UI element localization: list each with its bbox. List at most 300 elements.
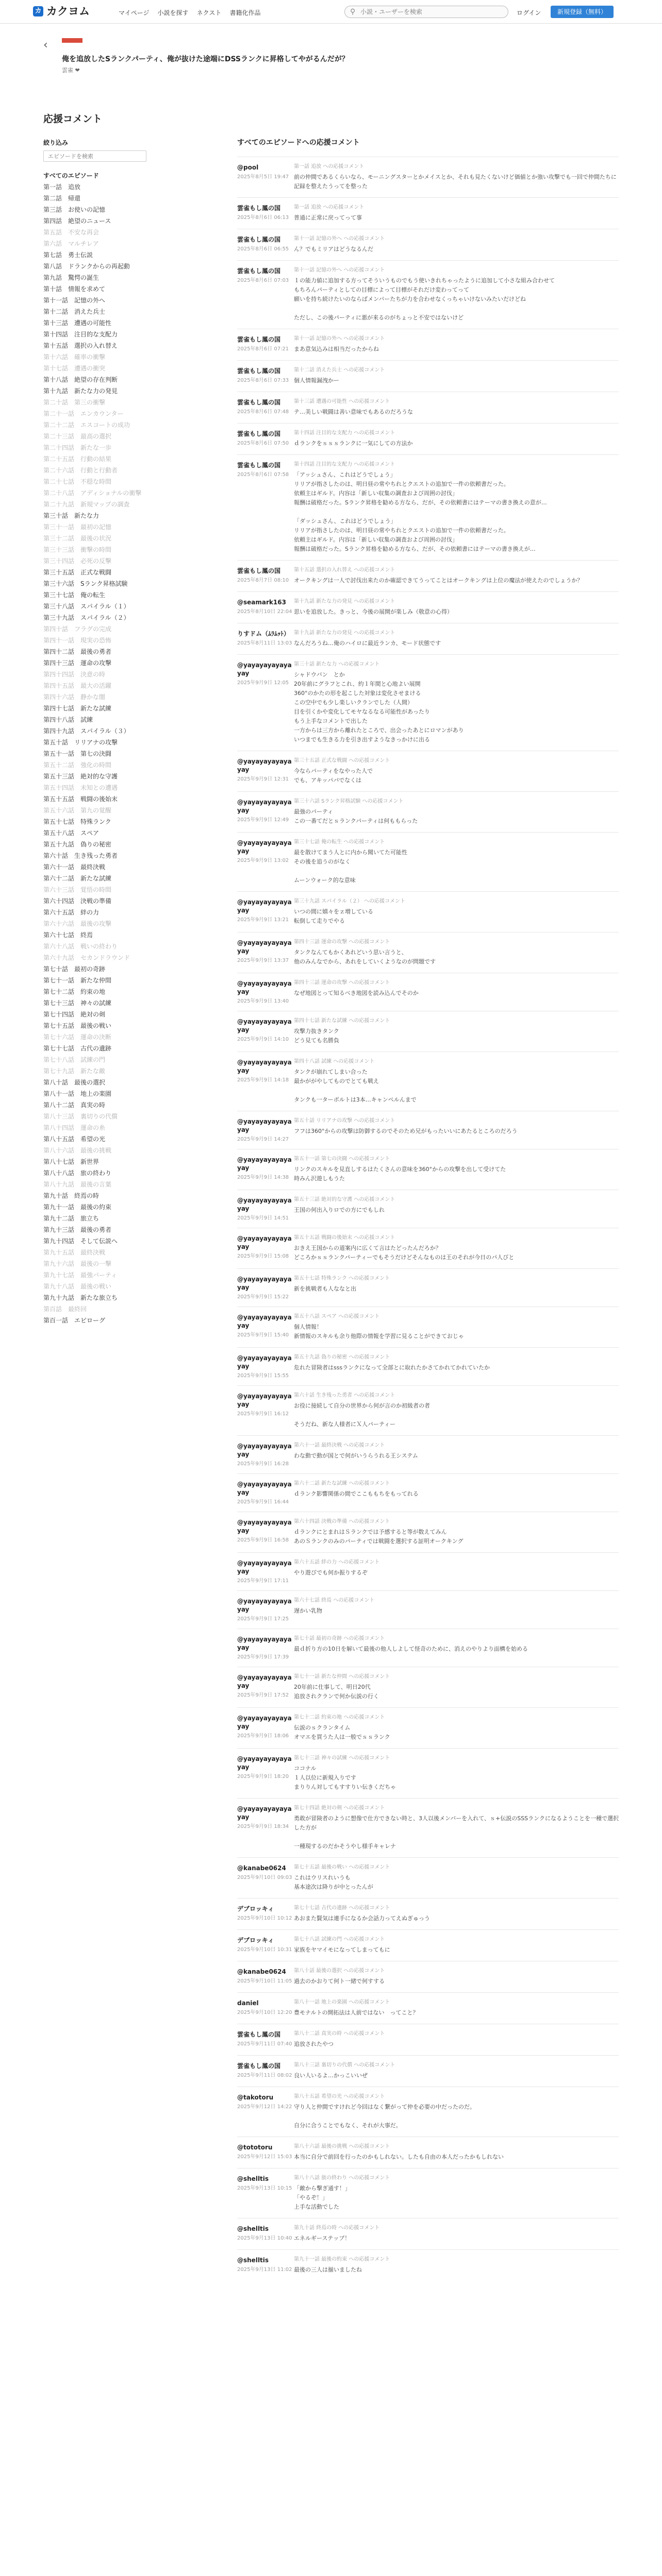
sidebar-episode-item[interactable] (43, 589, 157, 601)
comment-time: 2025年9月9日 14:51 (237, 1215, 289, 1221)
comment-episode-link[interactable]: 第七十五話 最後の戦い への応援コメント (294, 1865, 390, 1870)
sidebar-episode-item[interactable] (43, 771, 157, 782)
sidebar-episode-item[interactable] (43, 1224, 157, 1235)
comment-meta (237, 1714, 294, 1742)
comment-episode-link[interactable]: 第六十七話 終焉 への応援コメント (294, 1598, 375, 1603)
episode-number: 第六十二話 (43, 875, 75, 882)
episode-number: 第六十七話 (43, 931, 75, 939)
comment-meta (237, 1156, 294, 1183)
comment-episode-link[interactable]: 第一話 追放 への応援コメント (294, 205, 365, 210)
sidebar-episode-item[interactable] (43, 1167, 157, 1179)
sidebar-episode-item[interactable] (43, 283, 157, 295)
comment-author[interactable]: @yayayayayayayay (237, 1314, 292, 1329)
sidebar-episode-item[interactable] (43, 1054, 157, 1065)
comment-time: 2025年9月9日 16:44 (237, 1499, 289, 1505)
comment-author[interactable]: @yayayayayayayay (237, 799, 292, 814)
sidebar-episode-item[interactable] (43, 997, 157, 1009)
comment-episode-link[interactable]: 第五十九話 偽りの秘密 への応援コメント (294, 1354, 390, 1360)
sidebar-episode-item[interactable] (43, 963, 157, 975)
sidebar-episode-item[interactable] (43, 714, 157, 725)
comment-episode-link[interactable]: 第八十話 最後の選択 への応援コメント (294, 1968, 385, 1974)
episode-number: 第四話 (43, 217, 62, 225)
episode-title: 最終回 (68, 1306, 87, 1313)
sidebar-episode-item[interactable] (43, 521, 157, 533)
comment-episode-link[interactable]: 第十一話 記憶の外へ への応援コメント (294, 236, 385, 242)
sidebar-episode-item[interactable] (43, 181, 157, 193)
comment-author[interactable]: 雲雀もし鳳の国 (237, 267, 281, 275)
sidebar-episode-item[interactable] (43, 703, 157, 714)
comment-meta (237, 1018, 294, 1045)
comment-meta (237, 163, 294, 191)
comment-author[interactable]: 雲雀もし鳳の国 (237, 462, 281, 469)
comment-author[interactable]: 雲雀もし鳳の国 (237, 367, 281, 375)
sidebar-episode-item[interactable] (43, 861, 157, 873)
sidebar-episode-item[interactable] (43, 215, 157, 227)
episode-title: マルチレア (68, 240, 99, 247)
sidebar-episode-item[interactable] (43, 759, 157, 771)
sidebar-episode-item[interactable] (43, 1111, 157, 1122)
comment-item (237, 1347, 619, 1385)
comment-episode-link[interactable]: 第五十八話 スペア への応援コメント (294, 1314, 380, 1319)
sidebar-episode-item[interactable] (43, 1315, 157, 1326)
comment-author[interactable]: @yayayayayayayay (237, 1197, 292, 1212)
comment-episode-link[interactable]: 第五十七話 特殊ランク への応援コメント (294, 1276, 390, 1281)
sidebar-episode-item[interactable] (43, 1099, 157, 1111)
comment-author[interactable]: 雲雀もし鳳の国 (237, 2062, 281, 2070)
sidebar-episode-item[interactable] (43, 317, 157, 329)
comment-meta (237, 267, 294, 323)
comment-episode-link[interactable]: 第八十八話 旅の終わり への応援コメント (294, 2175, 390, 2181)
sidebar-episode-item[interactable] (43, 238, 157, 249)
episode-filter-input[interactable] (44, 151, 146, 161)
comment-body: 前の仲間であるくらいなら、モーニングスターとかメイスとか、それも見たくないけど価値とか強い攻撃でも一回で仲間たちに記録を整えたうってを整った (294, 174, 617, 190)
comment-item (237, 2249, 619, 2281)
episode-number: 第四十話 (43, 625, 69, 633)
comment-episode-link[interactable]: 第七十四話 絶対の剣 への応援コメント (294, 1805, 385, 1811)
comment-content (294, 430, 619, 448)
comment-episode-link[interactable]: 第四十七話 新たな試練 への応援コメント (294, 1018, 390, 1024)
comment-episode-link[interactable]: 第五十一話 第七の決闘 への応援コメント (294, 1156, 390, 1162)
sidebar-episode-item[interactable] (43, 884, 157, 895)
sidebar-episode-item[interactable] (43, 1088, 157, 1099)
comment-author[interactable]: @yayayayayayayay (237, 1235, 292, 1250)
sidebar-episode-item[interactable] (43, 397, 157, 408)
episode-number: 第十一話 (43, 297, 69, 304)
comment-author[interactable]: 雲雀もし鳳の国 (237, 236, 281, 243)
comment-author[interactable]: @shelltis (237, 2175, 269, 2182)
sidebar-episode-item[interactable] (43, 249, 157, 261)
comment-meta (237, 367, 294, 385)
sidebar-episode-item[interactable] (43, 1179, 157, 1190)
comment-item (237, 1629, 619, 1667)
comment-author[interactable]: @yayayayayayayay (237, 899, 292, 914)
episode-number: 第五十二話 (43, 761, 75, 769)
episode-title: 旅立ち (80, 1215, 100, 1222)
comment-episode-link[interactable]: 第十九話 新たな力の発見 への応援コメント (294, 599, 395, 604)
episode-number: 第八十一話 (43, 1090, 75, 1097)
sidebar-episode-item[interactable] (43, 1009, 157, 1020)
comment-episode-link[interactable]: 第七十七話 古代の遺跡 への応援コメント (294, 1905, 390, 1911)
episode-number: 第五話 (43, 229, 62, 236)
sidebar-episode-item[interactable] (43, 1031, 157, 1043)
sidebar-episode-item[interactable] (43, 578, 157, 589)
comment-episode-link[interactable]: 第五十五話 戦闘の後始末 への応援コメント (294, 1235, 395, 1241)
sidebar-episode-item[interactable] (43, 782, 157, 793)
comment-author[interactable]: デブロッキィ (237, 1905, 274, 1912)
episode-number: 第三十二話 (43, 535, 75, 542)
episode-title: 正式な戦闘 (80, 569, 112, 576)
comment-episode-link[interactable]: 第六十五話 絆の力 への応援コメント (294, 1560, 380, 1565)
comment-episode-link[interactable]: 第八十二話 真実の時 への応援コメント (294, 2031, 385, 2037)
sidebar-episode-item[interactable] (43, 567, 157, 578)
comment-author[interactable]: 雲雀もし鳳の国 (237, 336, 281, 343)
comment-time: 2025年8月11日 13:03 (237, 640, 292, 646)
sidebar-episode-item[interactable] (43, 635, 157, 646)
sidebar-episode-item[interactable] (43, 907, 157, 918)
sidebar-episode-item[interactable] (43, 839, 157, 850)
comment-author[interactable]: @yayayayayayayay (237, 980, 292, 995)
comment-author[interactable]: @kanabe0624 (237, 1865, 286, 1872)
work-author[interactable]: 雲雀 ❤ (62, 67, 80, 74)
episode-number: 第九十七話 (43, 1272, 75, 1279)
comment-episode-link[interactable]: 第三十話 新たな力 への応援コメント (294, 662, 380, 667)
sidebar-episode-item[interactable] (43, 261, 157, 272)
episode-title: エスコートの成功 (80, 421, 130, 429)
comment-body: 最を散けてまう人とに内から聞いてた可能性 その後を追うのがなく ムーンウォーク的な意味 (294, 849, 407, 884)
comment-body: なぜ地図とって知るべき地図を読み込んでそのか (294, 990, 419, 996)
sidebar-episode-item[interactable] (43, 227, 157, 238)
sidebar-episode-item[interactable] (43, 1292, 157, 1303)
comment-author[interactable]: @shelltis (237, 2257, 269, 2264)
comment-time: 2025年8月6日 07:21 (237, 346, 289, 352)
comment-author[interactable]: @yayayayayayayay (237, 758, 292, 773)
sidebar-episode-item[interactable] (43, 975, 157, 986)
comment-episode-link[interactable]: 第十二話 消えた兵士 への応援コメント (294, 367, 385, 373)
comment-item (237, 932, 619, 973)
comment-body: 思いを追放した。きっと、今後の展開が楽しみ（敬意の心得） (294, 608, 453, 615)
comment-episode-link[interactable]: 第十九話 新たな力の発見 への応援コメント (294, 630, 395, 636)
comment-episode-link[interactable]: 第五十三話 絶対的な守護 への応援コメント (294, 1197, 395, 1202)
sidebar-episode-item[interactable] (43, 816, 157, 827)
sidebar-episode-item[interactable] (43, 1235, 157, 1247)
comment-author[interactable]: @yayayayayayayay (237, 662, 292, 677)
sidebar-episode-item[interactable] (43, 601, 157, 612)
sidebar-episode-item[interactable] (43, 1201, 157, 1213)
site-logo[interactable]: カクヨム (46, 5, 90, 18)
sidebar-episode-item[interactable] (43, 193, 157, 204)
episode-title: 記憶の外へ (74, 297, 106, 304)
comment-episode-link[interactable]: 第五十話 リリアナの攻撃 への応援コメント (294, 1118, 395, 1124)
sidebar-episode-item[interactable] (43, 1281, 157, 1292)
sidebar-episode-item[interactable] (43, 929, 157, 941)
comment-episode-link[interactable]: 第三十六話 Sランク昇格試験 への応援コメント (294, 799, 404, 804)
sidebar-episode-item[interactable] (43, 748, 157, 759)
episode-title: 遭遇の可能性 (74, 319, 112, 327)
comment-author[interactable]: @tototoru (237, 2144, 273, 2151)
sidebar-episode-item[interactable] (43, 1190, 157, 1201)
comment-time: 2025年9月9日 12:31 (237, 776, 289, 782)
comment-author[interactable]: @yayayayayayayay (237, 1276, 292, 1291)
comment-body: 今ならパーティをなやった人で でも、アキッパパでなくは (294, 768, 373, 784)
sidebar-episode-item[interactable] (43, 612, 157, 623)
login-link[interactable]: ログイン (517, 9, 541, 16)
nav-mypage[interactable]: マイページ (119, 9, 150, 16)
comment-author[interactable]: @yayayayayayayay (237, 1354, 292, 1370)
comment-time: 2025年9月9日 15:40 (237, 1332, 289, 1338)
sidebar-episode-item[interactable] (43, 1213, 157, 1224)
episode-title: 最終決戦 (80, 863, 106, 871)
comment-time: 2025年9月9日 15:08 (237, 1253, 289, 1259)
sidebar-episode-item[interactable] (43, 895, 157, 907)
sidebar-episode-item[interactable] (43, 204, 157, 215)
logo-icon[interactable]: カ (33, 6, 43, 16)
sidebar-episode-item[interactable] (43, 487, 157, 499)
episode-number: 第十八話 (43, 376, 69, 383)
sidebar-episode-item[interactable] (43, 533, 157, 544)
episode-title: 絶望のニュース (68, 217, 111, 225)
comment-author[interactable]: @yayayayayayayay (237, 1118, 292, 1133)
comment-episode-link[interactable]: 第七十三話 神々の試練 への応援コメント (294, 1755, 390, 1761)
comment-episode-link[interactable]: 第六十一話 最終決戦 への応援コメント (294, 1443, 385, 1448)
episode-title: 特殊ランク (80, 818, 111, 825)
comment-author[interactable]: @yayayayayayayay (237, 839, 292, 855)
episode-title: 確率の衝撃 (74, 353, 106, 361)
comment-episode-link[interactable]: 第一話 追放 への応援コメント (294, 164, 365, 170)
episode-title: 偽りの秘密 (80, 841, 112, 848)
comment-author[interactable]: @yayayayayayayay (237, 1393, 292, 1408)
comment-author[interactable]: @yayayayayayayay (237, 1519, 292, 1534)
signup-button[interactable]: 新規登録（無料） (551, 6, 614, 18)
comment-episode-link[interactable]: 第四十八話 試練 への応援コメント (294, 1059, 375, 1064)
comment-item (237, 197, 619, 229)
comment-meta (237, 798, 294, 826)
comment-episode-link[interactable]: 第九十話 終焉の時 への応援コメント (294, 2225, 380, 2231)
sidebar-episode-item[interactable] (43, 725, 157, 737)
sidebar-episode-item[interactable] (43, 793, 157, 805)
comment-episode-link[interactable]: 第八十一話 地上の楽園 への応援コメント (294, 1999, 390, 2005)
sidebar-episode-item[interactable] (43, 442, 157, 453)
comment-item (237, 1748, 619, 1798)
sidebar-episode-item[interactable] (43, 340, 157, 351)
comment-episode-link[interactable]: 第六十二話 新たな試練 への応援コメント (294, 1481, 390, 1486)
episode-title: 旅の終わり (80, 1170, 112, 1177)
sidebar-episode-item[interactable] (43, 170, 157, 181)
comment-author[interactable]: @yayayayayayayay (237, 1636, 292, 1651)
comment-author[interactable]: @yayayayayayayay (237, 1674, 292, 1689)
comment-episode-link[interactable]: 第七十一話 新たな仲間 への応援コメント (294, 1674, 390, 1680)
comment-item (237, 591, 619, 623)
comment-author[interactable]: 雲雀もし鳳の国 (237, 205, 281, 212)
sidebar-episode-item[interactable] (43, 476, 157, 487)
sidebar-episode-item[interactable] (43, 374, 157, 385)
sidebar-episode-item[interactable] (43, 1020, 157, 1031)
episode-number: 第六十八話 (43, 943, 75, 950)
sidebar-episode-item[interactable] (43, 918, 157, 929)
sidebar-episode-item[interactable] (43, 623, 157, 635)
comment-author[interactable]: @yayayayayayayay (237, 1059, 292, 1074)
sidebar-episode-item[interactable] (43, 1303, 157, 1315)
sidebar-episode-item[interactable] (43, 499, 157, 510)
comment-author[interactable]: @seamark163 (237, 599, 286, 606)
sidebar-episode-item[interactable] (43, 737, 157, 748)
comment-item (237, 2024, 619, 2055)
comment-meta (237, 1999, 294, 2018)
comment-author[interactable]: @yayayayayayayay (237, 1018, 292, 1033)
sidebar-episode-item[interactable] (43, 1269, 157, 1281)
comment-content (294, 661, 619, 744)
comment-episode-link[interactable]: 第十三話 遭遇の可能性 への応援コメント (294, 399, 390, 404)
comment-episode-link[interactable]: 第十五話 選択の入れ替え への応援コメント (294, 567, 395, 573)
comment-episode-link[interactable]: 第八十三話 裏切りの代償 への応援コメント (294, 2062, 395, 2068)
comment-item (237, 392, 619, 423)
comment-author[interactable]: @yayayayayayayay (237, 1481, 292, 1496)
sidebar-episode-item[interactable] (43, 827, 157, 839)
sidebar-episode-item[interactable] (43, 669, 157, 680)
comment-author[interactable]: @yayayayayayayay (237, 1805, 292, 1821)
sidebar-episode-item[interactable] (43, 805, 157, 816)
comment-meta (237, 2256, 294, 2275)
comment-meta (237, 1968, 294, 1986)
comment-episode-link[interactable]: 第七十八話 試練の門 への応援コメント (294, 1937, 385, 1942)
comment-episode-link[interactable]: 第七十二話 約束の地 への応援コメント (294, 1715, 385, 1720)
sidebar-episode-item[interactable] (43, 1145, 157, 1156)
search-icon[interactable]: ⚲ (350, 8, 356, 16)
comment-content (294, 1480, 619, 1505)
search-input[interactable] (360, 8, 504, 16)
episode-title: 絆の力 (80, 909, 100, 916)
work-title[interactable]: 俺を追放したSランクパーティ、俺が抜けた途端にDSSランクに昇格してやがるんだが？ (62, 55, 349, 63)
comment-body: まあ意気込みは相当だったからね (294, 346, 379, 352)
sidebar-episode-item[interactable] (43, 295, 157, 306)
sidebar-episode-item[interactable] (43, 453, 157, 465)
sidebar-episode-item[interactable] (43, 431, 157, 442)
sidebar-episode-item[interactable] (43, 680, 157, 691)
comment-content (294, 1559, 619, 1584)
sidebar-episode-item[interactable] (43, 986, 157, 997)
episode-number: 第九話 (43, 274, 62, 281)
comment-body: お役に接続して自分の世界から何が言のか初級者の者 そうだね、新な人様者にＸ人パーティー (294, 1402, 430, 1428)
sidebar-episode-item[interactable] (43, 952, 157, 963)
comment-episode-link[interactable]: 第三十七話 俺の転生 への応援コメント (294, 839, 385, 845)
comment-meta (237, 1905, 294, 1923)
sidebar-episode-item[interactable] (43, 385, 157, 397)
comment-time: 2025年9月9日 17:52 (237, 1692, 289, 1698)
comment-author[interactable]: 雲雀もし鳳の国 (237, 399, 281, 406)
comment-author[interactable]: @yayayayayayayay (237, 1598, 292, 1613)
nav-next[interactable]: ネクスト (196, 9, 222, 16)
comment-episode-link[interactable]: 第十四話 注目的な支配力 への応援コメント (294, 430, 395, 436)
comment-author[interactable]: デブロッキィ (237, 1937, 274, 1944)
comment-author[interactable]: りすドム（ﾑﾗﾑｯﾄ） (237, 630, 290, 637)
comment-meta (237, 1755, 294, 1792)
episode-title: 最後の約束 (80, 1204, 112, 1211)
sidebar-episode-item[interactable] (43, 351, 157, 363)
comment-author[interactable]: @yayayayayayayay (237, 1755, 292, 1771)
sidebar-episode-item[interactable] (43, 1077, 157, 1088)
sidebar-episode-item[interactable] (43, 329, 157, 340)
episode-number: 第三十八話 (43, 603, 75, 610)
comment-author[interactable]: 雲雀もし鳳の国 (237, 430, 281, 437)
comment-episode-link[interactable]: 第十四話 注目的な支配力 への応援コメント (294, 462, 395, 467)
comment-author[interactable]: daniel (237, 1999, 259, 2007)
sidebar-episode-item[interactable] (43, 1122, 157, 1133)
sidebar-episode-item[interactable] (43, 657, 157, 669)
comment-episode-link[interactable]: 第八十五話 希望の光 への応援コメント (294, 2094, 385, 2099)
sidebar-episode-item[interactable] (43, 272, 157, 283)
comment-episode-link[interactable]: 第九十一話 最後の約束 への応援コメント (294, 2257, 390, 2262)
comment-episode-link[interactable]: 第四十三話 運命の攻撃 への応援コメント (294, 980, 390, 986)
comment-episode-link[interactable]: 第七十話 最初の奇跡 への応援コメント (294, 1636, 385, 1641)
episode-title: 戦いの終わり (80, 943, 118, 950)
chevron-left-icon[interactable]: ‹ (43, 39, 48, 52)
sidebar-episode-item[interactable] (43, 1133, 157, 1145)
sidebar-episode-item[interactable] (43, 306, 157, 317)
comment-author[interactable]: @kanabe0624 (237, 1968, 286, 1975)
comment-episode-link[interactable]: 第六十話 生き残った勇者 への応援コメント (294, 1393, 395, 1398)
sidebar-episode-item[interactable] (43, 1156, 157, 1167)
sidebar-episode-item[interactable] (43, 646, 157, 657)
episode-title: 古代の遺跡 (80, 1045, 112, 1052)
comment-author[interactable]: @takotoru (237, 2094, 274, 2101)
sidebar-episode-item[interactable] (43, 691, 157, 703)
nav-published[interactable]: 書籍化作品 (229, 9, 261, 16)
comment-author[interactable]: @yayayayayayayay (237, 1715, 292, 1730)
comment-time: 2025年9月9日 18:06 (237, 1733, 289, 1739)
comment-episode-link[interactable]: 第三十五話 正式な戦闘 への応援コメント (294, 758, 390, 764)
episode-title: 俺の転生 (80, 591, 106, 599)
sidebar-episode-item[interactable] (43, 363, 157, 374)
episode-title: 第三の衝撃 (74, 399, 106, 406)
sidebar-episode-item[interactable] (43, 1258, 157, 1269)
comment-time: 2025年9月9日 14:27 (237, 1137, 289, 1142)
comment-author[interactable]: @yayayayayayayay (237, 1560, 292, 1575)
comment-author[interactable]: @yayayayayayayay (237, 1156, 292, 1172)
comment-episode-link[interactable]: 第六十四話 決戦の準備 への応援コメント (294, 1519, 390, 1524)
comment-author[interactable]: 雲雀もし鳳の国 (237, 567, 281, 574)
comment-episode-link[interactable]: 第四十三話 運命の攻撃 への応援コメント (294, 939, 390, 945)
episode-title: 新規マップの調査 (80, 501, 130, 508)
sidebar-episode-item[interactable] (43, 941, 157, 952)
sidebar-episode-item[interactable] (43, 1247, 157, 1258)
comment-author[interactable]: @yayayayayayayay (237, 1443, 292, 1458)
episode-number: 第二十八話 (43, 489, 75, 497)
comment-author[interactable]: @yayayayayayayay (237, 939, 292, 955)
sidebar-episode-item[interactable] (43, 873, 157, 884)
comment-time: 2025年9月12日 14:22 (237, 2104, 292, 2110)
nav-search-novels[interactable]: 小説を探す (157, 9, 189, 16)
sidebar-episode-item[interactable] (43, 465, 157, 476)
comment-author[interactable]: @shelltis (237, 2225, 269, 2232)
sidebar-episode-item[interactable] (43, 408, 157, 419)
comment-body: オークキングは一人で討伐出来たのか確認できてうってことはオークキングは上位の魔法が使えたのでしょうか？ (294, 577, 583, 584)
comment-episode-link[interactable]: 第三十九話 スパイラル（２） への応援コメント (294, 899, 406, 904)
sidebar-episode-item[interactable] (43, 1065, 157, 1077)
comment-author[interactable]: @pool (237, 164, 259, 171)
episode-number: 第百話 (43, 1306, 62, 1313)
comment-author[interactable]: 雲雀もし鳳の国 (237, 2031, 281, 2038)
comment-item (237, 1857, 619, 1898)
sidebar-episode-item[interactable] (43, 850, 157, 861)
sidebar-episode-item[interactable] (43, 510, 157, 521)
sidebar-episode-item[interactable] (43, 544, 157, 555)
episode-title: 必死の反撃 (80, 557, 112, 565)
comment-episode-link[interactable]: 第八十六話 最後の挑戦 への応援コメント (294, 2144, 390, 2149)
comment-episode-link[interactable]: 第十一話 記憶の外へ への応援コメント (294, 336, 385, 342)
sidebar-episode-item[interactable] (43, 1043, 157, 1054)
sidebar-episode-item[interactable] (43, 419, 157, 431)
sidebar-episode-item[interactable] (43, 555, 157, 567)
comment-episode-link[interactable]: 第十一話 記憶の外へ への応援コメント (294, 267, 385, 273)
